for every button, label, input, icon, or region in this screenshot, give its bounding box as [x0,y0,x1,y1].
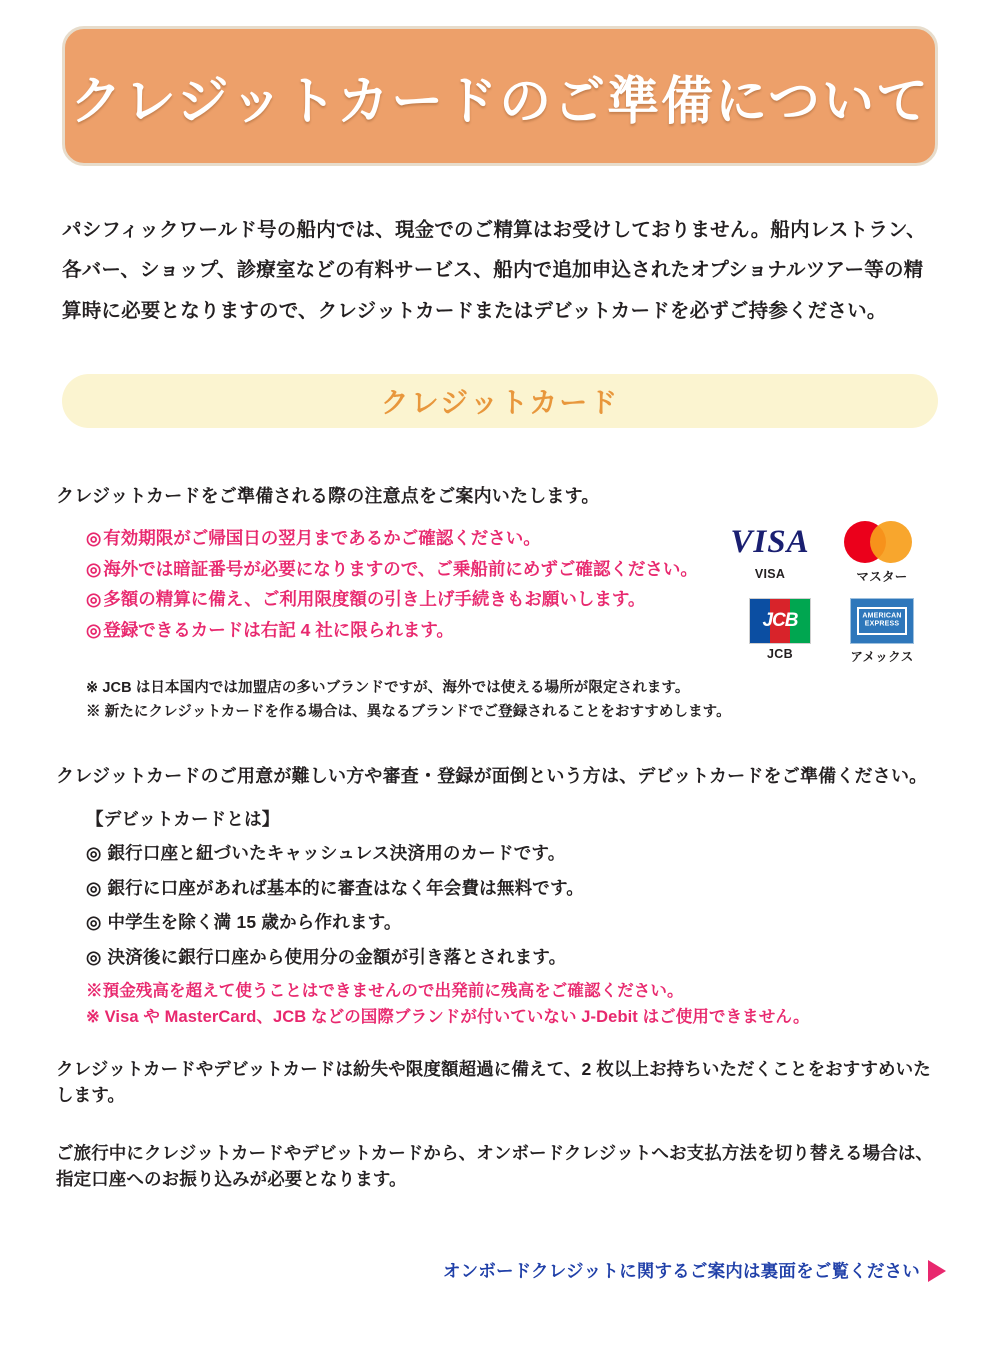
jcb-logo-text: JCB [762,610,798,631]
list-item [86,591,746,609]
bullet-mark-icon: ◎ [86,877,102,898]
note-line: ※ JCB は日本国内では加盟店の多いブランドですが、海外では使える場所が限定されます。 [86,680,690,696]
title-banner [62,26,938,166]
intro-paragraph: パシフィックワールド号の船内では、現金でのご精算はお受けしておりません。船内レストラン、各バー、ショップ、診療室などの有料サービス、船内で追加申込されたオプショナルツアー等の精算時に必要となりますので、クレジットカードまたはデビットカードを必ずご持参ください。 [62,219,926,322]
bullet-mark-icon: ◎ [86,619,102,640]
brand-visa [722,520,818,581]
list-item-label: 中学生を除く満 15 歳から作れます。 [107,912,402,932]
bullet-mark-icon: ◎ [86,589,102,609]
section-header-credit-card [62,374,938,428]
list-item [86,877,906,898]
accepted-card-brands [722,520,940,670]
visa-logo-icon: VISA [730,524,810,560]
list-item [86,530,746,548]
footer-note [56,1258,946,1283]
list-item [86,914,906,932]
bullet-mark-icon: ◎ [86,946,102,967]
list-item [86,619,746,640]
section-header-label: クレジットカード [380,387,620,418]
brand-caption: アメックス [850,650,914,664]
list-item [86,845,906,863]
debit-notes [86,978,946,1031]
bullet-mark-icon: ◎ [86,558,102,579]
list-item-label: 銀行に口座があれば基本的に審査はなく年会費は無料です。 [107,877,584,898]
debit-lead-text: クレジットカードのご用意が難しい方や審査・登録が面倒という方は、デビットカードをご準備ください。 [56,766,928,786]
brand-caption: JCB [767,647,793,661]
brand-caption: マスター [856,570,908,584]
bullet-mark-icon: ◎ [86,912,102,932]
closing-paragraph-1: クレジットカードやデビットカードは紛失や限度額超過に備えて、2 枚以上お持ちいただくことをおすすめいたします。 [56,1059,931,1106]
credit-lead-text: クレジットカードをご準備される際の注意点をご案内いたします。 [56,486,600,506]
brand-jcb [732,598,828,661]
list-item-label: 海外では暗証番号が必要になりますので、ご乗船前にめずご確認ください。 [103,558,698,579]
list-item [86,558,746,579]
debit-definition-block [86,806,906,983]
list-item-label: 多額の精算に備え、ご利用限度額の引き上げ手続きもお願いします。 [103,589,646,609]
brand-caption: VISA [754,567,786,581]
mastercard-logo-icon [844,520,920,564]
jcb-logo-icon [749,598,811,644]
bullet-mark-icon: ◎ [86,843,102,863]
brand-amex [834,598,930,665]
note-line: ※ Visa や MasterCard、JCB などの国際ブランドが付いていない J-Debit はご使用できません。 [86,1008,810,1027]
debit-head-label: 【デビットカードとは】 [86,809,280,829]
bullet-mark-icon: ◎ [86,528,102,548]
amex-logo-icon [850,598,914,644]
mastercard-yellow-circle [870,521,912,563]
amex-logo-text: AMERICAN EXPRESS [862,612,902,628]
list-item-label: 登録できるカードは右記 4 社に限られます。 [103,619,454,640]
note-line: ※預金残高を超えて使うことはできませんので出発前に残高をご確認ください。 [86,982,684,1000]
list-item [86,946,906,967]
page-title: クレジットカードのご準備について [69,72,931,131]
brand-mastercard [834,520,930,585]
credit-notes [86,676,786,725]
triangle-right-icon [928,1260,946,1282]
footer-label: オンボードクレジットに関するご案内は裏面をご覧ください [442,1261,920,1281]
list-item-label: 有効期限がご帰国日の翌月まであるかご確認ください。 [103,528,541,548]
list-item-label: 銀行口座と紐づいたキャッシュレス決済用のカードです。 [107,843,566,863]
note-line: ※ 新たにクレジットカードを作る場合は、異なるブランドでご登録されることをおすすめします。 [86,704,731,721]
list-item-label: 決済後に銀行口座から使用分の金額が引き落とされます。 [107,946,567,967]
closing-paragraph-2: ご旅行中にクレジットカードやデビットカードから、オンボードクレジットへお支払方法を切り替える場合は、指定口座へのお振り込みが必要となります。 [56,1143,934,1190]
credit-bullet-list [86,530,746,652]
